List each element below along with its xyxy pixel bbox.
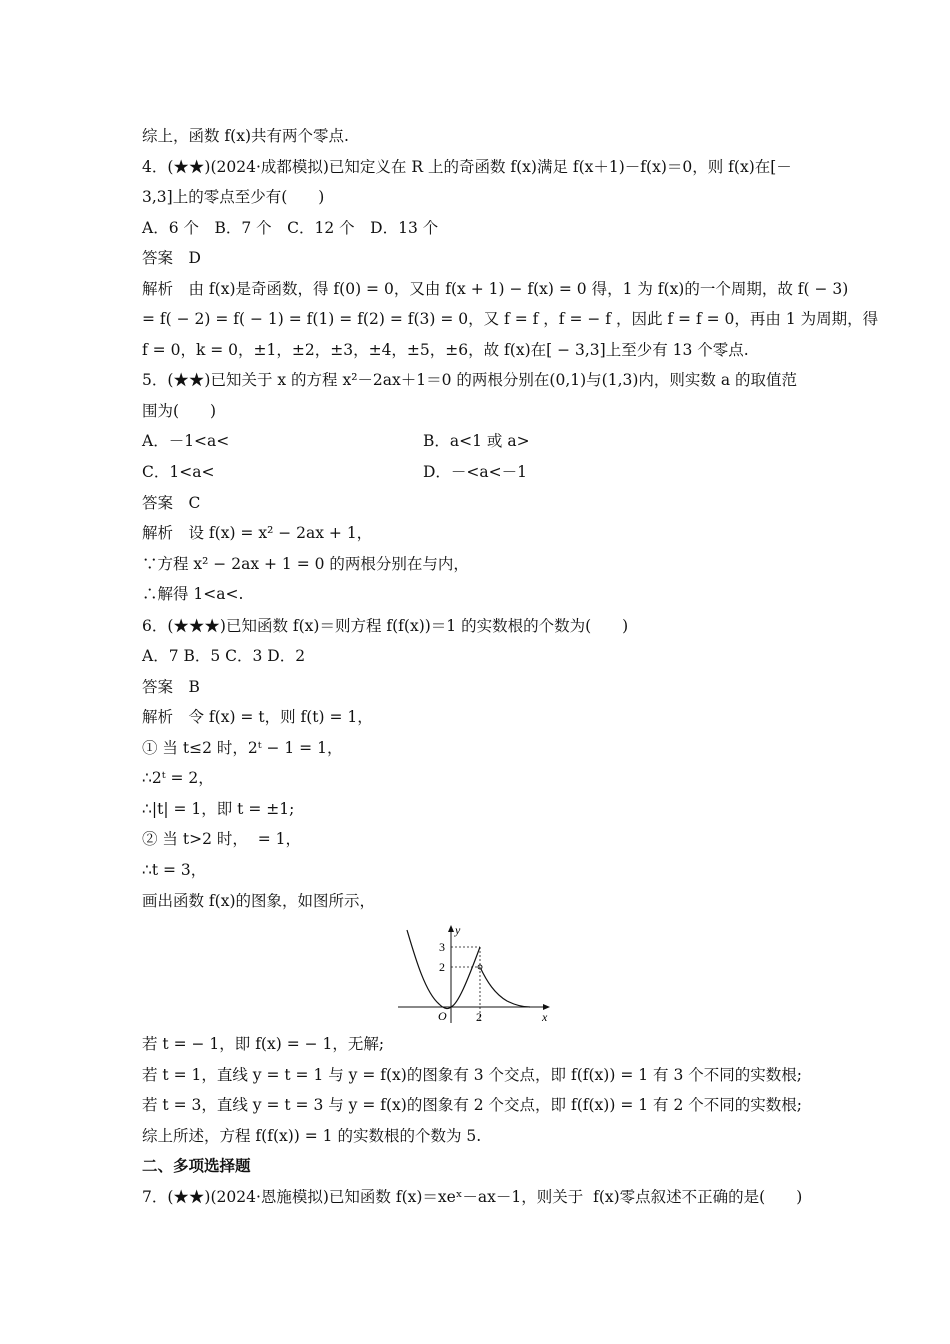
y-axis-arrow [448,925,454,932]
line-13: C．1<a< [142,463,215,481]
line-04: A．6 个 B．7 个 C．12 个 D．13 个 [142,219,439,237]
line-26: ② 当 t>2 时， = 1， [142,830,301,848]
line-09: 5．(★★)已知关于 x 的方程 x²－2ax＋1＝0 的两根分别在(0,1)与(1,3)内，则实数 a 的取值范 [142,371,798,389]
line-03: 3,3]上的零点至少有( ) [142,188,325,206]
line-08: f = 0，k = 0，±1，±2，±3，±4，±5，±6，故 f(x)在[ − 3,3]上至少有 13 个零点. [142,341,749,359]
line-01: 综上，函数 f(x)共有两个零点. [142,127,349,145]
line-22: 解析 令 f(x) = t，则 f(t) = 1， [142,708,373,726]
curve-right [480,967,530,1007]
y-axis-label: y [455,923,461,937]
line-07: = f( − 2) = f( − 1) = f(1) = f(2) = f(3) = 0，又 f = f ，f = − f ，因此 f = f = 0，再由 1 为周期，得 [142,310,879,328]
origin-label: O [438,1009,447,1023]
line-20: A．7 B．5 C．3 D．2 [142,647,306,665]
line-14: D．－<a<－1 [423,463,528,481]
line-27: ∴t = 3， [142,861,207,879]
line-18: ∴解得 1<a<. [142,585,244,603]
line-16: 解析 设 f(x) = x² − 2ax + 1， [142,524,373,542]
tick-y-3: 3 [439,940,445,954]
line-29: 若 t = − 1，即 f(x) = − 1，无解; [142,1035,385,1053]
line-19: 6．(★★★)已知函数 f(x)＝则方程 f(f(x))＝1 的实数根的个数为( ) [142,617,629,635]
tick-y-2: 2 [439,960,445,974]
line-06: 解析 由 f(x)是奇函数，得 f(0) = 0，又由 f(x + 1) − f(x) = 0 得，1 为 f(x)的一个周期，故 f( − 3) [142,280,849,298]
function-graph [395,922,560,1024]
line-10: 围为( ) [142,402,217,420]
line-30: 若 t = 1，直线 y = t = 1 与 y = f(x)的图象有 3 个交点，即 f(f(x)) = 1 有 3 个不同的实数根; [142,1066,802,1084]
line-25: ∴|t| = 1，即 t = ±1; [142,800,295,818]
line-24: ∴2ᵗ = 2， [142,769,214,787]
line-02: 4．(★★)(2024·成都模拟)已知定义在 R 上的奇函数 f(x)满足 f(x＋1)－f(x)＝0，则 f(x)在[－ [142,158,792,176]
line-15: 答案 C [142,494,201,512]
tick-x-2: 2 [476,1010,482,1024]
line-21: 答案 B [142,678,200,696]
line-28: 画出函数 f(x)的图象，如图所示， [142,892,376,910]
line-12: B．a<1 或 a> [423,432,530,450]
line-05: 答案 D [142,249,201,267]
x-axis-label: x [542,1010,548,1024]
line-17: ∵方程 x² − 2ax + 1 = 0 的两根分别在与内， [142,555,469,573]
section-heading: 二、多项选择题 [142,1156,251,1175]
line-34: 7．(★★)(2024·恩施模拟)已知函数 f(x)＝xeˣ－ax－1，则关于 f(x)零点叙述不正确的是( ) [142,1188,803,1206]
line-11: A．－1<a< [142,432,230,450]
line-32: 综上所述，方程 f(f(x)) = 1 的实数根的个数为 5. [142,1127,482,1145]
line-23: ① 当 t≤2 时，2ᵗ − 1 = 1， [142,739,343,757]
line-31: 若 t = 3，直线 y = t = 3 与 y = f(x)的图象有 2 个交点，即 f(f(x)) = 1 有 2 个不同的实数根; [142,1096,802,1114]
